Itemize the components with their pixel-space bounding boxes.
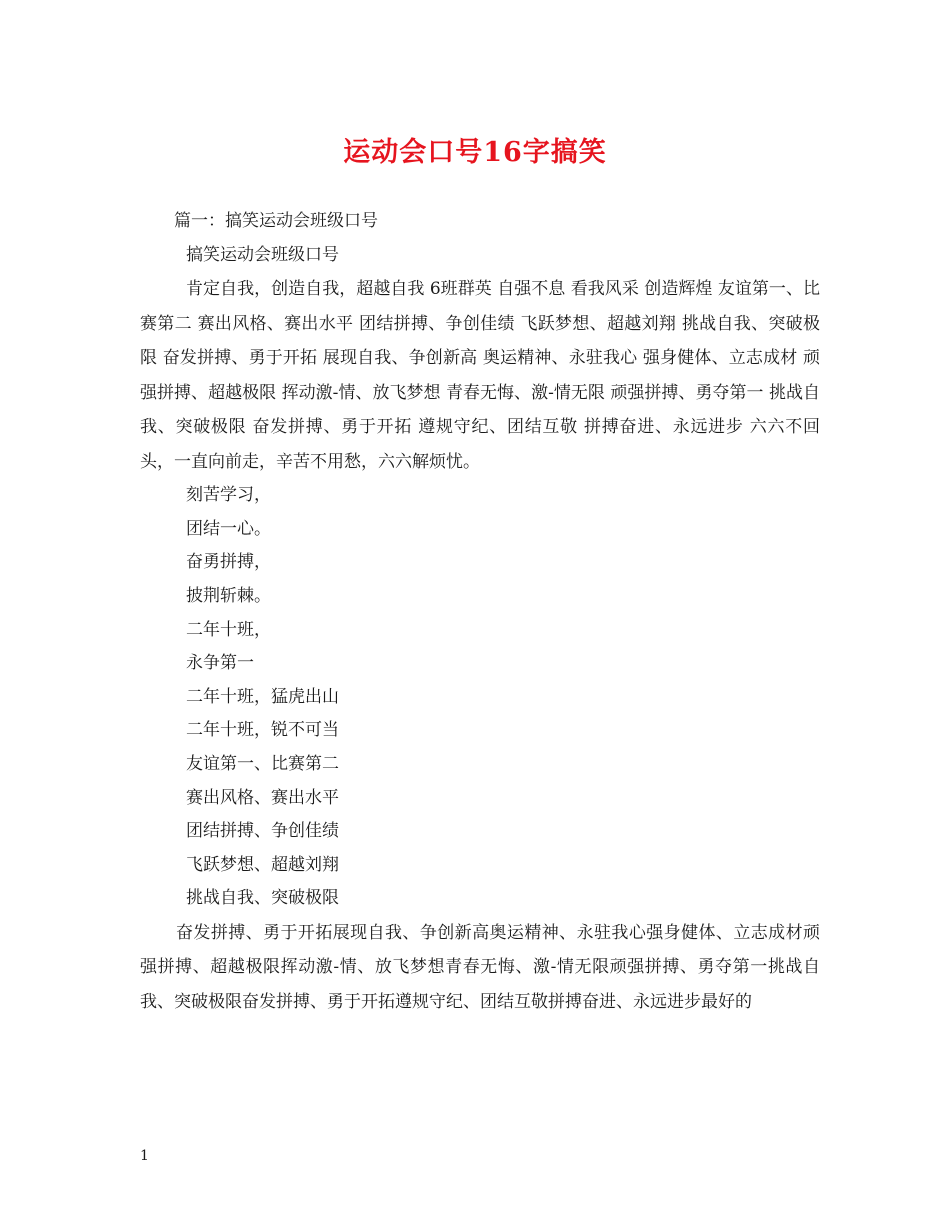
slogan-line: 二年十班，锐不可当 [186,720,339,741]
slogan-line: 二年十班，猛虎出山 [186,686,339,707]
slogan-line: 披荆斩棘。 [186,585,271,606]
slogan-line: 二年十班， [186,619,271,640]
section-heading: 篇一：搞笑运动会班级口号 [174,211,378,231]
slogan-line: 奋勇拼搏， [186,552,271,573]
slogan-line: 友谊第一、比赛第二 [186,753,339,774]
slogan-line: 挑战自我、突破极限 [186,888,339,909]
document-body [140,205,820,1019]
slogan-line: 团结一心。 [186,518,271,539]
document-title: 运动会口号16字搞笑 [343,137,607,168]
page-number: 1 [140,1148,149,1164]
slogan-line: 永争第一 [186,653,254,674]
body-paragraph-2: 奋发拼搏、勇于开拓展现自我、争创新高奥运精神、永驻我心强身健体、立志成材顽强拼搏、超越极限挥动激-情、放飞梦想青春无悔、激-情无限顽强拼搏、勇夺第一挑战自我、突破极限奋发拼搏、勇于开拓遵规守纪、团结互敬拼搏奋进、永远进步最好的 [140,922,820,1012]
slogan-list [140,479,820,916]
body-paragraph-1: 肯定自我，创造自我，超越自我 6班群英 自强不息 看我风采 创造辉煌 友谊第一、比赛第二 赛出风格、赛出水平 团结拼搏、争创佳绩 飞跃梦想、超越刘翔 挑战自我、突破极限 奋发拼搏、勇于开拓 展现自我、争创新高 奥运精神、永驻我心 强身健体、立志成材 顽强拼搏、超越极限 挥动激-情、放飞梦想 青春无悔、激-情无限 顽强拼搏、勇夺第一 挑战自我、突破极限 奋发拼搏、勇于开拓 遵规守纪、团结互敬 拼搏奋进、永远进步 六六不回头，一直向前走，辛苦不用愁，六六解烦忧。 [140,279,820,472]
slogan-line: 赛出风格、赛出水平 [186,787,339,808]
slogan-line: 刻苦学习， [186,485,271,506]
slogan-line: 团结拼搏、争创佳绩 [186,821,339,842]
subheading: 搞笑运动会班级口号 [186,244,339,265]
slogan-line: 飞跃梦想、超越刘翔 [186,854,339,875]
